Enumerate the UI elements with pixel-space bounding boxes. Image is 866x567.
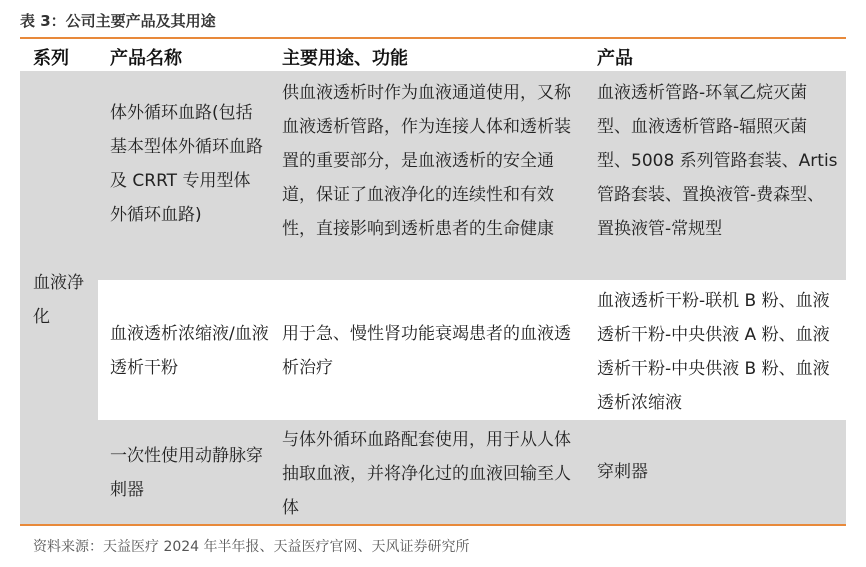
header-usage: 主要用途、功能 [282,48,408,69]
row-1-name: 体外循环血路(包括基本型体外循环血路及 CRRT 专用型体外循环血路) [110,103,263,225]
header-product-name: 产品名称 [110,48,182,69]
row-2-products: 血液透析干粉-联机 B 粉、血液透析干粉-中央供液 A 粉、血液透析干粉-中央供液 B 粉、血液透析浓缩液 [597,291,830,413]
row-2-usage: 用于急、慢性肾功能衰竭患者的血液透析治疗 [282,324,571,378]
bottom-rule [20,524,846,526]
row-3-usage: 与体外循环血路配套使用，用于从人体抽取血液，并将净化过的血液回输至人体 [282,430,571,518]
source-note: 资料来源：天益医疗 2024 年半年报、天益医疗官网、天风证券研究所 [33,539,470,555]
header-series: 系列 [33,48,69,69]
table-caption: 表 3：公司主要产品及其用途 [20,12,216,30]
series-label: 血液净化 [33,273,84,327]
row-1-usage: 供血液透析时作为血液通道使用，又称血液透析管路，作为连接人体和透析装置的重要部分，是血液透析的安全通道，保证了血液净化的连续性和有效性，直接影响到透析患者的生命健康 [282,83,571,239]
header-products: 产品 [597,48,633,69]
row-3-products: 穿刺器 [597,462,648,482]
row-3-name: 一次性使用动静脉穿刺器 [110,446,263,500]
top-rule [20,37,846,39]
row-1-products: 血液透析管路-环氧乙烷灭菌型、血液透析管路-辐照灭菌型、5008 系列管路套装、Artis 管路套装、置换液管-费森型、置换液管-常规型 [597,83,838,239]
row-2-name: 血液透析浓缩液/血液透析干粉 [110,324,269,378]
